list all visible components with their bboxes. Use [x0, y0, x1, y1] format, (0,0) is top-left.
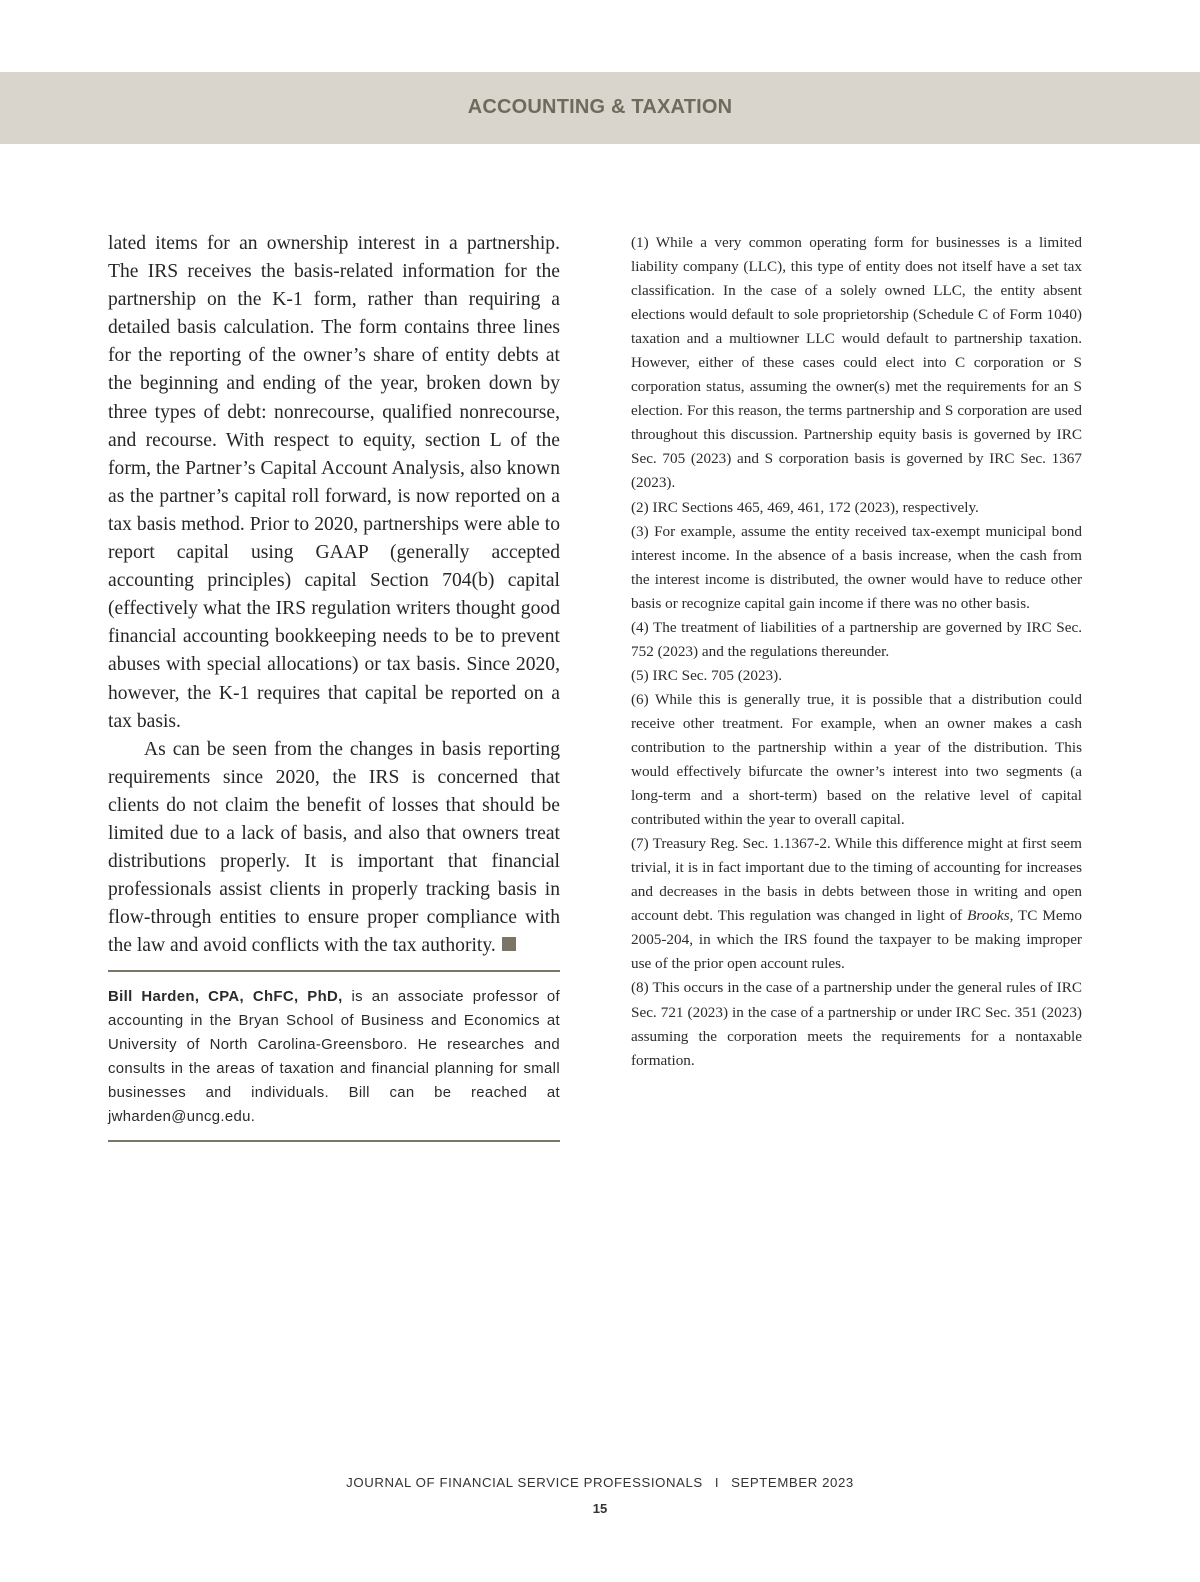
page-footer	[0, 1475, 1200, 1490]
case-name-italic: Brooks	[967, 907, 1010, 925]
author-bio-text: is an associate professor of accounting in the Bryan School of Business and Economics at University of North Carolina-Greensboro. He researches and consults in the areas of taxation and financial planning for small businesses and individuals. Bill can be reached at jwharden@uncg.edu.	[108, 989, 560, 1125]
section-title: ACCOUNTING & TAXATION	[467, 96, 733, 118]
body-paragraph: lated items for an ownership interest in a partnership. The IRS receives the basis-related information for the partnership on the K-1 form, rather than requiring a detailed basis calculation. The form contains three lines for the reporting of the owner’s share of entity debts at the beginning and ending of the year, broken down by three types of debt: nonrecourse, qualified nonrecourse, and recourse. With respect to equity, section L of the form, the Partner’s Capital Account Analysis, also known as the partner’s capital roll forward, is now reported on a tax basis method. Prior to 2020, partnerships were able to report capital using GAAP (generally accepted accounting principles) capital Section 704(b) capital (effectively what the IRS regulation writers thought good financial accounting bookkeeping needs to be to prevent abuses with special allocations) or tax basis. Since 2020, however, the K-1 requires that capital be reported on a tax basis.	[108, 233, 560, 732]
page-number: 15	[592, 1501, 608, 1516]
bio-top-rule	[108, 970, 560, 972]
endnote-1: (1) While a very common operating form for businesses is a limited liability company (LLC), this type of entity does not itself have a set tax classification. In the case of a solely owned LLC, the entity absent elections would default to sole proprietorship (Schedule C of Form 1040) taxation and a multiowner LLC would default to partnership taxation. However, either of these cases could elect into C corporation or S corporation status, assuming the owner(s) met the requirements for an S election. For this reason, the terms partnership and S corporation are used throughout this discussion. Partnership equity basis is governed by IRC Sec. 705 (2023) and S corporation basis is governed by IRC Sec. 1367 (2023).	[631, 234, 1082, 492]
bio-bottom-rule	[108, 1140, 560, 1142]
endnote-8: (8) This occurs in the case of a partnership under the general rules of IRC Sec. 721 (2023) in the case of a partnership or under IRC Sec. 351 (2023) assuming the corporation meets the requirements for a nontaxable formation.	[631, 979, 1082, 1069]
endnote-3: (3) For example, assume the entity received tax-exempt municipal bond interest income. In the absence of a basis increase, when the cash from the interest income is distributed, the owner would have to reduce other basis or recognize capital gain income if there was no other basis.	[631, 522, 1082, 612]
endnote-7-text-cont: , TC Memo 2005-204, in which the IRS found the taxpayer to be making improper use of the prior open account rules.	[631, 907, 1082, 973]
endnote-2: (2) IRC Sections 465, 469, 461, 172 (2023), respectively.	[631, 498, 979, 516]
issue-date: SEPTEMBER 2023	[731, 1475, 854, 1490]
endnote-4: (4) The treatment of liabilities of a partnership are governed by IRC Sec. 752 (2023) and the regulations thereunder.	[631, 618, 1082, 660]
endnote-7-text: (7) Treasury Reg. Sec. 1.1367-2. While this difference might at first seem trivial, it is in fact important due to the timing of accounting for increases and decreases in the basis in debts between those in writing and open account debt. This regulation was changed in light of	[631, 835, 1082, 925]
endnote-5: (5) IRC Sec. 705 (2023).	[631, 666, 783, 684]
endnote-6: (6) While this is generally true, it is possible that a distribution could receive other treatment. For example, when an owner makes a cash contribution to the partnership within a year of the distribution. This would effectively bifurcate the owner’s interest into two segments (a long-term and a short-term) based on the relative level of capital contributed within the year to overall capital.	[631, 690, 1082, 829]
endnote-7	[631, 832, 1082, 976]
body-paragraph-closing	[108, 736, 560, 961]
journal-name: JOURNAL OF FINANCIAL SERVICE PROFESSIONALS	[346, 1475, 703, 1490]
body-paragraph-text: As can be seen from the changes in basis reporting requirements since 2020, the IRS is concerned that clients do not claim the benefit of losses that should be limited due to a lack of basis, and also that owners treat distributions properly. It is important that financial professionals assist clients in properly tracking basis in flow-through entities to ensure proper compliance with the law and avoid conflicts with the tax authority.	[108, 738, 560, 957]
article-body-column	[108, 230, 560, 960]
footer-separator: I	[714, 1475, 720, 1490]
author-bio	[108, 985, 560, 1129]
endnotes-column	[631, 231, 1082, 1073]
author-name: Bill Harden, CPA, ChFC, PhD,	[108, 989, 343, 1005]
end-of-article-mark	[502, 937, 516, 951]
